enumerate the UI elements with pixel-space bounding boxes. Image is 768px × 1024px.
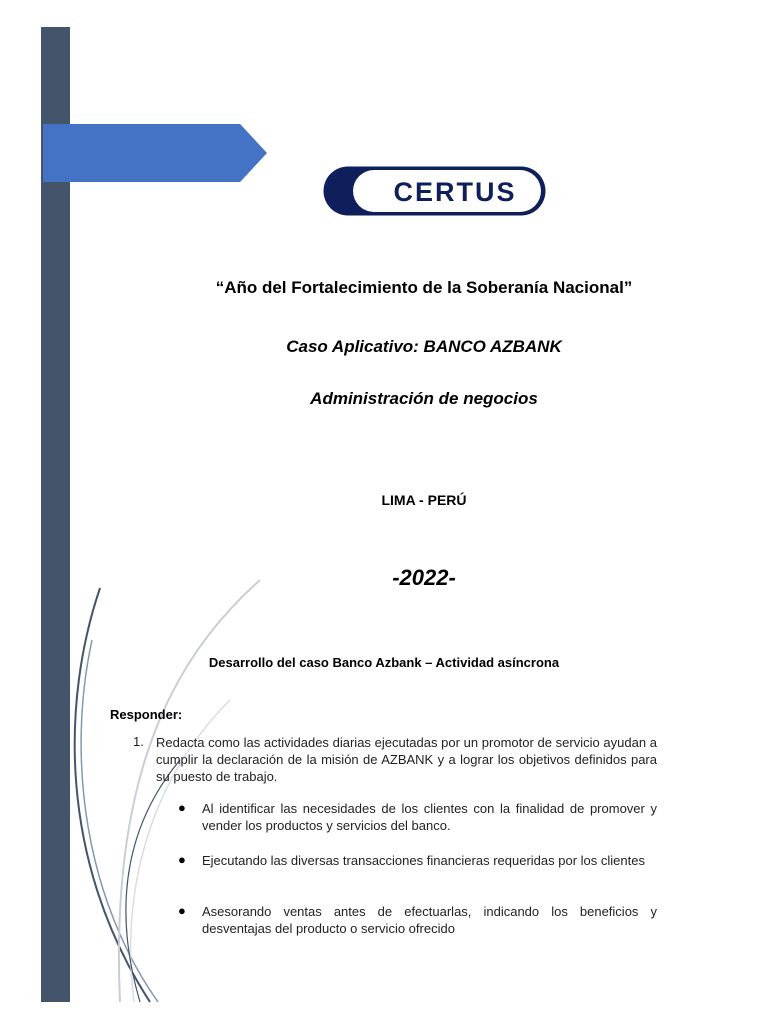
cover-blue-tab [43, 124, 267, 182]
national-motto: “Año del Fortalecimiento de la Soberanía Nacional” [215, 278, 633, 297]
development-title: Desarrollo del caso Banco Azbank – Actividad asíncrona [208, 655, 560, 670]
answer-item: Al identificar las necesidades de los clientes con la finalidad de promover y vender los productos y servicios del banco. [202, 801, 657, 833]
logo-text: CERTUS [393, 177, 517, 207]
bullet-icon: ● [178, 903, 186, 918]
question-text: Redacta como las actividades diarias ejecutadas por un promotor de servicio ayudan a cumplir la declaración de la misión de AZBANK y a lograr los objetivos definidos para su puesto de trabajo. [156, 735, 657, 784]
course-name: Administración de negocios [310, 389, 538, 408]
year: -2022- [392, 565, 456, 590]
bullet-icon: ● [178, 800, 186, 815]
question-number: 1. [133, 734, 144, 749]
certus-logo [322, 165, 547, 217]
bullet-icon: ● [178, 852, 186, 867]
city-country: LIMA - PERÚ [381, 492, 467, 508]
case-title: Caso Aplicativo: BANCO AZBANK [286, 337, 562, 356]
answer-item: Asesorando ventas antes de efectuarlas, indicando los beneficios y desventajas del producto o servicio ofrecido [202, 904, 657, 936]
answer-item: Ejecutando las diversas transacciones financieras requeridas por los clientes [202, 853, 645, 868]
respond-label: Responder: [110, 707, 183, 722]
